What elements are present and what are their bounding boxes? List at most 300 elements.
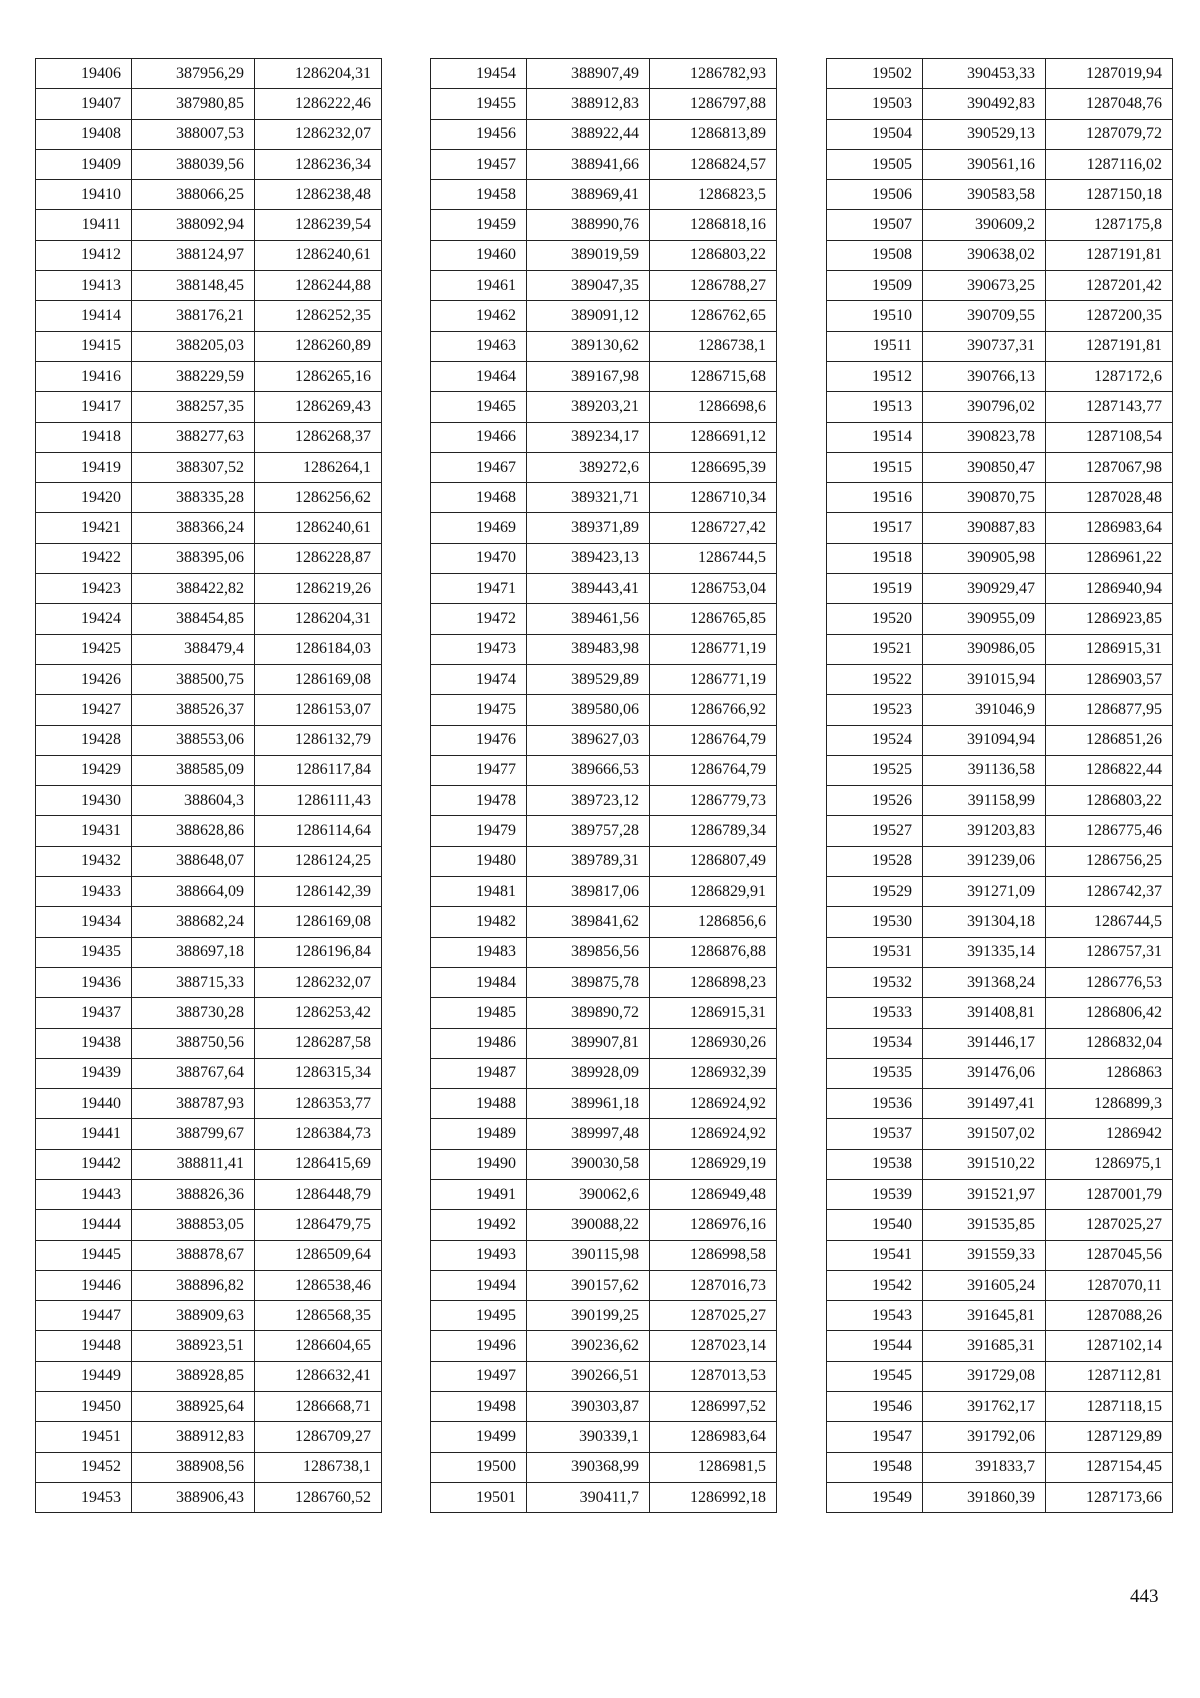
x-coordinate-cell: 389627,03 [527, 725, 650, 755]
x-coordinate-cell: 388628,86 [132, 816, 255, 846]
point-number-cell: 19456 [431, 119, 527, 149]
table-row [431, 1301, 777, 1331]
x-coordinate-cell: 389483,98 [527, 634, 650, 664]
point-number-cell: 19541 [827, 1240, 923, 1270]
point-number-cell: 19549 [827, 1482, 923, 1512]
point-number-cell: 19530 [827, 907, 923, 937]
point-number-cell: 19481 [431, 877, 527, 907]
coordinate-table-2 [430, 58, 777, 1513]
point-number-cell: 19435 [36, 937, 132, 967]
point-number-cell: 19486 [431, 1028, 527, 1058]
table-row [36, 786, 382, 816]
y-coordinate-cell: 1286744,5 [650, 543, 777, 573]
point-number-cell: 19457 [431, 149, 527, 179]
point-number-cell: 19517 [827, 513, 923, 543]
table-row [431, 1422, 777, 1452]
table-row [827, 907, 1173, 937]
table-row [431, 422, 777, 452]
x-coordinate-cell: 391559,33 [923, 1240, 1046, 1270]
point-number-cell: 19543 [827, 1301, 923, 1331]
point-number-cell: 19472 [431, 604, 527, 634]
x-coordinate-cell: 390887,83 [923, 513, 1046, 543]
y-coordinate-cell: 1286877,95 [1046, 695, 1173, 725]
table-row [431, 392, 777, 422]
x-coordinate-cell: 391094,94 [923, 725, 1046, 755]
x-coordinate-cell: 390236,62 [527, 1331, 650, 1361]
point-number-cell: 19449 [36, 1361, 132, 1391]
y-coordinate-cell: 1286117,84 [255, 755, 382, 785]
y-coordinate-cell: 1286169,08 [255, 907, 382, 937]
table-row [827, 1482, 1173, 1512]
x-coordinate-cell: 388257,35 [132, 392, 255, 422]
table-row [827, 392, 1173, 422]
x-coordinate-cell: 389723,12 [527, 786, 650, 816]
x-coordinate-cell: 389167,98 [527, 361, 650, 391]
x-coordinate-cell: 388500,75 [132, 664, 255, 694]
y-coordinate-cell: 1286695,39 [650, 452, 777, 482]
y-coordinate-cell: 1286776,53 [1046, 967, 1173, 997]
table-row [431, 1240, 777, 1270]
x-coordinate-cell: 391015,94 [923, 664, 1046, 694]
y-coordinate-cell: 1286863 [1046, 1058, 1173, 1088]
x-coordinate-cell: 389529,89 [527, 664, 650, 694]
table-row [431, 1482, 777, 1512]
table-row [827, 574, 1173, 604]
x-coordinate-cell: 387980,85 [132, 89, 255, 119]
x-coordinate-cell: 391497,41 [923, 1089, 1046, 1119]
y-coordinate-cell: 1286764,79 [650, 725, 777, 755]
table-row [827, 89, 1173, 119]
y-coordinate-cell: 1286829,91 [650, 877, 777, 907]
x-coordinate-cell: 389928,09 [527, 1058, 650, 1088]
table-row [827, 1270, 1173, 1300]
point-number-cell: 19547 [827, 1422, 923, 1452]
table-row [827, 513, 1173, 543]
y-coordinate-cell: 1286742,37 [1046, 877, 1173, 907]
table-row [827, 937, 1173, 967]
point-number-cell: 19411 [36, 210, 132, 240]
point-number-cell: 19425 [36, 634, 132, 664]
table-row [36, 604, 382, 634]
table-row [431, 664, 777, 694]
point-number-cell: 19540 [827, 1210, 923, 1240]
y-coordinate-cell: 1286824,57 [650, 149, 777, 179]
y-coordinate-cell: 1286264,1 [255, 452, 382, 482]
point-number-cell: 19408 [36, 119, 132, 149]
point-number-cell: 19480 [431, 846, 527, 876]
point-number-cell: 19446 [36, 1270, 132, 1300]
y-coordinate-cell: 1287025,27 [1046, 1210, 1173, 1240]
table-row [36, 998, 382, 1028]
table-row [431, 1149, 777, 1179]
point-number-cell: 19433 [36, 877, 132, 907]
y-coordinate-cell: 1286240,61 [255, 240, 382, 270]
x-coordinate-cell: 389907,81 [527, 1028, 650, 1058]
x-coordinate-cell: 391304,18 [923, 907, 1046, 937]
y-coordinate-cell: 1286709,27 [255, 1422, 382, 1452]
table-row [431, 846, 777, 876]
x-coordinate-cell: 388909,63 [132, 1301, 255, 1331]
point-number-cell: 19410 [36, 180, 132, 210]
point-number-cell: 19464 [431, 361, 527, 391]
y-coordinate-cell: 1287116,02 [1046, 149, 1173, 179]
y-coordinate-cell: 1287079,72 [1046, 119, 1173, 149]
y-coordinate-cell: 1286604,65 [255, 1331, 382, 1361]
point-number-cell: 19499 [431, 1422, 527, 1452]
point-number-cell: 19434 [36, 907, 132, 937]
table-row [827, 149, 1173, 179]
point-number-cell: 19513 [827, 392, 923, 422]
point-number-cell: 19515 [827, 452, 923, 482]
x-coordinate-cell: 388092,94 [132, 210, 255, 240]
y-coordinate-cell: 1286823,5 [650, 180, 777, 210]
x-coordinate-cell: 388124,97 [132, 240, 255, 270]
x-coordinate-cell: 390823,78 [923, 422, 1046, 452]
table-row [827, 1452, 1173, 1482]
table-row [36, 877, 382, 907]
x-coordinate-cell: 389272,6 [527, 452, 650, 482]
point-number-cell: 19417 [36, 392, 132, 422]
table-row [36, 755, 382, 785]
point-number-cell: 19419 [36, 452, 132, 482]
y-coordinate-cell: 1286744,5 [1046, 907, 1173, 937]
x-coordinate-cell: 391136,58 [923, 755, 1046, 785]
point-number-cell: 19545 [827, 1361, 923, 1391]
table-row [36, 1119, 382, 1149]
point-number-cell: 19465 [431, 392, 527, 422]
table-row [827, 59, 1173, 89]
point-number-cell: 19420 [36, 483, 132, 513]
point-number-cell: 19474 [431, 664, 527, 694]
point-number-cell: 19415 [36, 331, 132, 361]
y-coordinate-cell: 1286930,26 [650, 1028, 777, 1058]
point-number-cell: 19533 [827, 998, 923, 1028]
y-coordinate-cell: 1287173,66 [1046, 1482, 1173, 1512]
coordinate-table-3 [826, 58, 1173, 1513]
x-coordinate-cell: 390453,33 [923, 59, 1046, 89]
table-row [827, 755, 1173, 785]
x-coordinate-cell: 388730,28 [132, 998, 255, 1028]
x-coordinate-cell: 388066,25 [132, 180, 255, 210]
point-number-cell: 19535 [827, 1058, 923, 1088]
y-coordinate-cell: 1287013,53 [650, 1361, 777, 1391]
point-number-cell: 19427 [36, 695, 132, 725]
table-row [827, 180, 1173, 210]
x-coordinate-cell: 391271,09 [923, 877, 1046, 907]
y-coordinate-cell: 1286169,08 [255, 664, 382, 694]
y-coordinate-cell: 1286232,07 [255, 119, 382, 149]
y-coordinate-cell: 1286771,19 [650, 634, 777, 664]
y-coordinate-cell: 1286268,37 [255, 422, 382, 452]
y-coordinate-cell: 1286253,42 [255, 998, 382, 1028]
x-coordinate-cell: 388454,85 [132, 604, 255, 634]
table-row [827, 422, 1173, 452]
y-coordinate-cell: 1286509,64 [255, 1240, 382, 1270]
point-number-cell: 19510 [827, 301, 923, 331]
point-number-cell: 19509 [827, 271, 923, 301]
x-coordinate-cell: 391833,7 [923, 1452, 1046, 1482]
y-coordinate-cell: 1286788,27 [650, 271, 777, 301]
point-number-cell: 19442 [36, 1149, 132, 1179]
y-coordinate-cell: 1286766,92 [650, 695, 777, 725]
point-number-cell: 19536 [827, 1089, 923, 1119]
y-coordinate-cell: 1286915,31 [650, 998, 777, 1028]
table-row [431, 907, 777, 937]
y-coordinate-cell: 1287143,77 [1046, 392, 1173, 422]
table-row [36, 907, 382, 937]
x-coordinate-cell: 389997,48 [527, 1119, 650, 1149]
table-row [431, 331, 777, 361]
table-row [431, 1392, 777, 1422]
y-coordinate-cell: 1286924,92 [650, 1089, 777, 1119]
table-row [36, 846, 382, 876]
point-number-cell: 19473 [431, 634, 527, 664]
table-row [827, 664, 1173, 694]
x-coordinate-cell: 391645,81 [923, 1301, 1046, 1331]
point-number-cell: 19476 [431, 725, 527, 755]
y-coordinate-cell: 1286124,25 [255, 846, 382, 876]
y-coordinate-cell: 1286803,22 [650, 240, 777, 270]
table-row [36, 483, 382, 513]
point-number-cell: 19482 [431, 907, 527, 937]
x-coordinate-cell: 388007,53 [132, 119, 255, 149]
y-coordinate-cell: 1286269,43 [255, 392, 382, 422]
y-coordinate-cell: 1286538,46 [255, 1270, 382, 1300]
table-row [36, 967, 382, 997]
point-number-cell: 19490 [431, 1149, 527, 1179]
y-coordinate-cell: 1287045,56 [1046, 1240, 1173, 1270]
y-coordinate-cell: 1286111,43 [255, 786, 382, 816]
point-number-cell: 19406 [36, 59, 132, 89]
y-coordinate-cell: 1286975,1 [1046, 1149, 1173, 1179]
y-coordinate-cell: 1286222,46 [255, 89, 382, 119]
point-number-cell: 19452 [36, 1452, 132, 1482]
table-row [827, 361, 1173, 391]
y-coordinate-cell: 1287023,14 [650, 1331, 777, 1361]
x-coordinate-cell: 389234,17 [527, 422, 650, 452]
x-coordinate-cell: 391860,39 [923, 1482, 1046, 1512]
point-number-cell: 19537 [827, 1119, 923, 1149]
y-coordinate-cell: 1286764,79 [650, 755, 777, 785]
table-row [36, 180, 382, 210]
x-coordinate-cell: 391368,24 [923, 967, 1046, 997]
y-coordinate-cell: 1286983,64 [1046, 513, 1173, 543]
y-coordinate-cell: 1286992,18 [650, 1482, 777, 1512]
point-number-cell: 19483 [431, 937, 527, 967]
point-number-cell: 19459 [431, 210, 527, 240]
x-coordinate-cell: 389875,78 [527, 967, 650, 997]
point-number-cell: 19529 [827, 877, 923, 907]
point-number-cell: 19407 [36, 89, 132, 119]
y-coordinate-cell: 1286244,88 [255, 271, 382, 301]
y-coordinate-cell: 1286448,79 [255, 1179, 382, 1209]
x-coordinate-cell: 388479,4 [132, 634, 255, 664]
x-coordinate-cell: 390266,51 [527, 1361, 650, 1391]
point-number-cell: 19493 [431, 1240, 527, 1270]
page-number: 443 [1130, 1586, 1159, 1607]
x-coordinate-cell: 388826,36 [132, 1179, 255, 1209]
x-coordinate-cell: 390737,31 [923, 331, 1046, 361]
point-number-cell: 19522 [827, 664, 923, 694]
y-coordinate-cell: 1286196,84 [255, 937, 382, 967]
point-number-cell: 19487 [431, 1058, 527, 1088]
point-number-cell: 19500 [431, 1452, 527, 1482]
x-coordinate-cell: 388912,83 [527, 89, 650, 119]
y-coordinate-cell: 1286832,04 [1046, 1028, 1173, 1058]
table-row [36, 1179, 382, 1209]
table-row [36, 331, 382, 361]
y-coordinate-cell: 1287070,11 [1046, 1270, 1173, 1300]
x-coordinate-cell: 390929,47 [923, 574, 1046, 604]
x-coordinate-cell: 388925,64 [132, 1392, 255, 1422]
table-row [431, 695, 777, 725]
point-number-cell: 19438 [36, 1028, 132, 1058]
point-number-cell: 19503 [827, 89, 923, 119]
x-coordinate-cell: 389321,71 [527, 483, 650, 513]
coordinate-table-1 [35, 58, 382, 1513]
table-row [827, 1058, 1173, 1088]
y-coordinate-cell: 1286806,42 [1046, 998, 1173, 1028]
table-row [827, 695, 1173, 725]
x-coordinate-cell: 391158,99 [923, 786, 1046, 816]
x-coordinate-cell: 390638,02 [923, 240, 1046, 270]
point-number-cell: 19489 [431, 1119, 527, 1149]
table-row [431, 240, 777, 270]
x-coordinate-cell: 391521,97 [923, 1179, 1046, 1209]
point-number-cell: 19511 [827, 331, 923, 361]
table-row [431, 1210, 777, 1240]
y-coordinate-cell: 1286114,64 [255, 816, 382, 846]
x-coordinate-cell: 389789,31 [527, 846, 650, 876]
table-row [36, 695, 382, 725]
table-row [827, 877, 1173, 907]
point-number-cell: 19462 [431, 301, 527, 331]
x-coordinate-cell: 388922,44 [527, 119, 650, 149]
point-number-cell: 19488 [431, 1089, 527, 1119]
point-number-cell: 19496 [431, 1331, 527, 1361]
y-coordinate-cell: 1286738,1 [650, 331, 777, 361]
y-coordinate-cell: 1286219,26 [255, 574, 382, 604]
x-coordinate-cell: 391046,9 [923, 695, 1046, 725]
table-row [36, 664, 382, 694]
x-coordinate-cell: 388277,63 [132, 422, 255, 452]
x-coordinate-cell: 390796,02 [923, 392, 1046, 422]
point-number-cell: 19422 [36, 543, 132, 573]
point-number-cell: 19454 [431, 59, 527, 89]
point-number-cell: 19448 [36, 1331, 132, 1361]
x-coordinate-cell: 390492,83 [923, 89, 1046, 119]
table-row [827, 1089, 1173, 1119]
y-coordinate-cell: 1286932,39 [650, 1058, 777, 1088]
x-coordinate-cell: 390411,7 [527, 1482, 650, 1512]
point-number-cell: 19508 [827, 240, 923, 270]
y-coordinate-cell: 1286753,04 [650, 574, 777, 604]
y-coordinate-cell: 1286239,54 [255, 210, 382, 240]
x-coordinate-cell: 391203,83 [923, 816, 1046, 846]
x-coordinate-cell: 388604,3 [132, 786, 255, 816]
table-row [431, 210, 777, 240]
table-row [827, 119, 1173, 149]
table-row [36, 1058, 382, 1088]
x-coordinate-cell: 388908,56 [132, 1452, 255, 1482]
y-coordinate-cell: 1286807,49 [650, 846, 777, 876]
table-row [827, 452, 1173, 482]
y-coordinate-cell: 1286898,23 [650, 967, 777, 997]
table-row [827, 1301, 1173, 1331]
point-number-cell: 19416 [36, 361, 132, 391]
y-coordinate-cell: 1286942 [1046, 1119, 1173, 1149]
x-coordinate-cell: 388039,56 [132, 149, 255, 179]
table-row [827, 1240, 1173, 1270]
y-coordinate-cell: 1286961,22 [1046, 543, 1173, 573]
table-row [36, 1452, 382, 1482]
table-row [827, 543, 1173, 573]
x-coordinate-cell: 388787,93 [132, 1089, 255, 1119]
y-coordinate-cell: 1287191,81 [1046, 331, 1173, 361]
x-coordinate-cell: 389130,62 [527, 331, 650, 361]
x-coordinate-cell: 388422,82 [132, 574, 255, 604]
point-number-cell: 19520 [827, 604, 923, 634]
point-number-cell: 19523 [827, 695, 923, 725]
y-coordinate-cell: 1286789,34 [650, 816, 777, 846]
y-coordinate-cell: 1286132,79 [255, 725, 382, 755]
x-coordinate-cell: 391685,31 [923, 1331, 1046, 1361]
table-row [36, 1482, 382, 1512]
y-coordinate-cell: 1287088,26 [1046, 1301, 1173, 1331]
point-number-cell: 19492 [431, 1210, 527, 1240]
point-number-cell: 19413 [36, 271, 132, 301]
x-coordinate-cell: 388990,76 [527, 210, 650, 240]
point-number-cell: 19429 [36, 755, 132, 785]
x-coordinate-cell: 390870,75 [923, 483, 1046, 513]
table-row [431, 1058, 777, 1088]
point-number-cell: 19512 [827, 361, 923, 391]
y-coordinate-cell: 1286256,62 [255, 483, 382, 513]
x-coordinate-cell: 390709,55 [923, 301, 1046, 331]
x-coordinate-cell: 391510,22 [923, 1149, 1046, 1179]
x-coordinate-cell: 388750,56 [132, 1028, 255, 1058]
point-number-cell: 19430 [36, 786, 132, 816]
y-coordinate-cell: 1286204,31 [255, 59, 382, 89]
x-coordinate-cell: 389580,06 [527, 695, 650, 725]
table-row [431, 119, 777, 149]
x-coordinate-cell: 388229,59 [132, 361, 255, 391]
table-row [36, 301, 382, 331]
y-coordinate-cell: 1286691,12 [650, 422, 777, 452]
point-number-cell: 19421 [36, 513, 132, 543]
table-row [36, 1089, 382, 1119]
point-number-cell: 19471 [431, 574, 527, 604]
y-coordinate-cell: 1286236,34 [255, 149, 382, 179]
point-number-cell: 19548 [827, 1452, 923, 1482]
x-coordinate-cell: 388585,09 [132, 755, 255, 785]
point-number-cell: 19424 [36, 604, 132, 634]
y-coordinate-cell: 1287016,73 [650, 1270, 777, 1300]
y-coordinate-cell: 1286315,34 [255, 1058, 382, 1088]
table-row [431, 1119, 777, 1149]
y-coordinate-cell: 1286265,16 [255, 361, 382, 391]
point-number-cell: 19525 [827, 755, 923, 785]
x-coordinate-cell: 389856,56 [527, 937, 650, 967]
table-row [827, 967, 1173, 997]
table-row [431, 301, 777, 331]
x-coordinate-cell: 390303,87 [527, 1392, 650, 1422]
y-coordinate-cell: 1286568,35 [255, 1301, 382, 1331]
x-coordinate-cell: 388148,45 [132, 271, 255, 301]
point-number-cell: 19426 [36, 664, 132, 694]
y-coordinate-cell: 1287201,42 [1046, 271, 1173, 301]
y-coordinate-cell: 1287172,6 [1046, 361, 1173, 391]
